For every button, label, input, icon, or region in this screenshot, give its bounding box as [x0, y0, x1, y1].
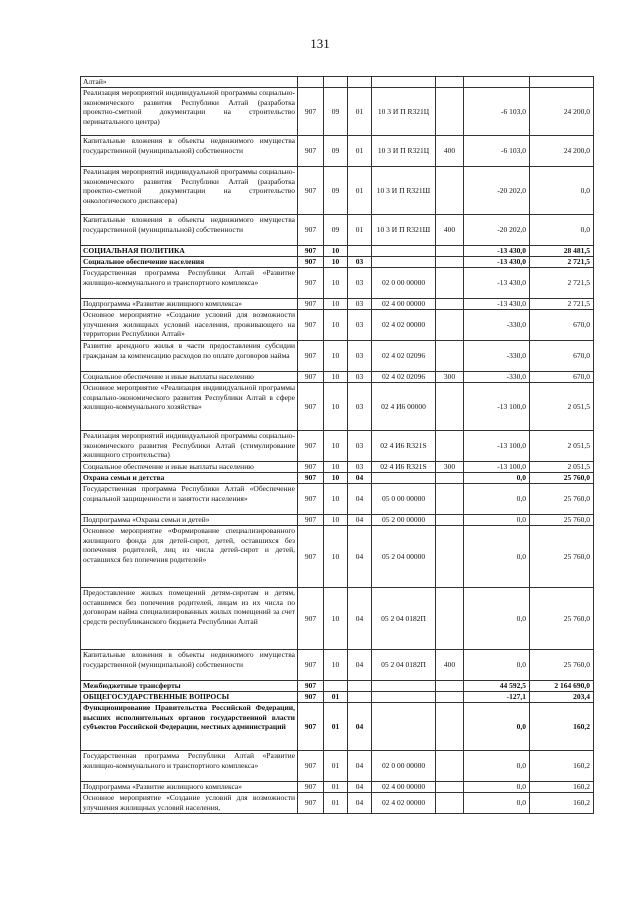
- table-row: [81, 782, 594, 793]
- row-csr-cell: 10 3 И П R321Ш: [372, 215, 436, 246]
- row-csr-cell: [372, 692, 436, 703]
- row-total-cell: 0,0: [530, 215, 594, 246]
- row-rz-cell: 10: [324, 484, 348, 515]
- row-change-cell: -127,1: [464, 692, 530, 703]
- row-gr-cell: 907: [298, 372, 324, 383]
- row-pr-cell: 03: [348, 372, 372, 383]
- row-name-cell: Капитальные вложения в объекты недвижимого имущества государственной (муниципальной) собственности: [81, 650, 298, 681]
- row-csr-cell: 02 4 02 02096: [372, 341, 436, 372]
- row-gr-cell: 907: [298, 268, 324, 299]
- row-change-cell: 0,0: [464, 782, 530, 793]
- row-total-cell: 670,0: [530, 341, 594, 372]
- row-pr-cell: 01: [348, 215, 372, 246]
- row-vr-cell: [436, 246, 464, 257]
- row-vr-cell: 400: [436, 215, 464, 246]
- row-csr-cell: 02 4 02 00000: [372, 310, 436, 341]
- row-name-cell: Охрана семьи и детства: [81, 473, 298, 484]
- row-rz-cell: 10: [324, 431, 348, 462]
- row-change-cell: 0,0: [464, 484, 530, 515]
- row-name-cell: Реализация мероприятий индивидуальной программы социально-экономического развития Республики Алтай (разработка проектно-сметной документации на строительство перинатального центра): [81, 88, 298, 136]
- row-change-cell: -330,0: [464, 310, 530, 341]
- row-name-cell: ОБЩЕГОСУДАРСТВЕННЫЕ ВОПРОСЫ: [81, 692, 298, 703]
- row-vr-cell: 400: [436, 136, 464, 167]
- row-total-cell: [530, 77, 594, 88]
- row-pr-cell: [348, 77, 372, 88]
- row-rz-cell: 10: [324, 383, 348, 431]
- row-name-cell: Социальное обеспечение и иные выплаты населению: [81, 462, 298, 473]
- row-vr-cell: [436, 526, 464, 588]
- table-row: [81, 692, 594, 703]
- row-name-cell: Основное мероприятие «Формирование специализированного жилищного фонда для детей-сирот, детей, оставшихся без попечения родителей, лиц из числа детей-сирот и детей, оставшихся без попечения родителей»: [81, 526, 298, 588]
- row-vr-cell: 400: [436, 650, 464, 681]
- table-row: [81, 484, 594, 515]
- row-total-cell: 2 721,5: [530, 268, 594, 299]
- row-total-cell: 160,2: [530, 751, 594, 782]
- table-row: [81, 431, 594, 462]
- row-change-cell: 0,0: [464, 588, 530, 650]
- table-row: [81, 588, 594, 650]
- row-rz-cell: [324, 77, 348, 88]
- table-row: [81, 793, 594, 814]
- row-gr-cell: 907: [298, 462, 324, 473]
- row-vr-cell: [436, 77, 464, 88]
- row-rz-cell: 10: [324, 650, 348, 681]
- row-change-cell: -330,0: [464, 341, 530, 372]
- row-rz-cell: 10: [324, 341, 348, 372]
- row-total-cell: 160,2: [530, 782, 594, 793]
- row-pr-cell: [348, 246, 372, 257]
- row-change-cell: -20 202,0: [464, 167, 530, 215]
- row-vr-cell: [436, 431, 464, 462]
- row-csr-cell: 02 0 00 00000: [372, 268, 436, 299]
- table-row: [81, 526, 594, 588]
- table-row: [81, 136, 594, 167]
- row-rz-cell: 10: [324, 588, 348, 650]
- row-total-cell: 2 721,5: [530, 257, 594, 268]
- row-total-cell: 2 164 690,0: [530, 681, 594, 692]
- row-csr-cell: 02 0 00 00000: [372, 751, 436, 782]
- row-rz-cell: 01: [324, 793, 348, 814]
- row-name-cell: Основное мероприятие «Создание условий для возможности улучшения жилищных условий населения,: [81, 793, 298, 814]
- row-gr-cell: 907: [298, 526, 324, 588]
- row-vr-cell: [436, 473, 464, 484]
- row-rz-cell: 09: [324, 167, 348, 215]
- row-vr-cell: [436, 257, 464, 268]
- row-rz-cell: 10: [324, 310, 348, 341]
- row-change-cell: 0,0: [464, 751, 530, 782]
- row-total-cell: 24 200,0: [530, 136, 594, 167]
- table-row: [81, 215, 594, 246]
- row-gr-cell: 907: [298, 751, 324, 782]
- row-total-cell: 25 760,0: [530, 473, 594, 484]
- row-total-cell: 25 760,0: [530, 650, 594, 681]
- row-rz-cell: 09: [324, 136, 348, 167]
- row-vr-cell: [436, 88, 464, 136]
- row-pr-cell: [348, 681, 372, 692]
- row-change-cell: -13 430,0: [464, 257, 530, 268]
- row-name-cell: Основное мероприятие «Реализация индивидуальной программы социально-экономического развития Республики Алтай в сфере жилищно-коммунального хозяйства»: [81, 383, 298, 431]
- row-name-cell: Капитальные вложения в объекты недвижимого имущества государственной (муниципальной) собственности: [81, 215, 298, 246]
- row-pr-cell: 03: [348, 431, 372, 462]
- row-total-cell: 24 200,0: [530, 88, 594, 136]
- row-change-cell: -13 100,0: [464, 462, 530, 473]
- row-vr-cell: [436, 310, 464, 341]
- row-csr-cell: [372, 77, 436, 88]
- table-row: [81, 515, 594, 526]
- row-change-cell: 44 592,5: [464, 681, 530, 692]
- row-vr-cell: 300: [436, 372, 464, 383]
- row-name-cell: Функционирование Правительства Российской Федерации, высших исполнительных органов государственной власти субъектов Российской Федерации, местных администраций: [81, 703, 298, 751]
- row-gr-cell: 907: [298, 692, 324, 703]
- row-vr-cell: [436, 681, 464, 692]
- row-pr-cell: 04: [348, 650, 372, 681]
- table-row: [81, 88, 594, 136]
- row-csr-cell: 02 4 02 00000: [372, 793, 436, 814]
- row-pr-cell: 04: [348, 473, 372, 484]
- row-name-cell: Социальное обеспечение населения: [81, 257, 298, 268]
- row-pr-cell: 01: [348, 88, 372, 136]
- row-csr-cell: [372, 257, 436, 268]
- table-row: [81, 681, 594, 692]
- row-pr-cell: 04: [348, 515, 372, 526]
- row-change-cell: -13 430,0: [464, 268, 530, 299]
- row-pr-cell: 03: [348, 257, 372, 268]
- row-change-cell: [464, 77, 530, 88]
- row-gr-cell: 907: [298, 257, 324, 268]
- row-vr-cell: [436, 588, 464, 650]
- row-pr-cell: 01: [348, 136, 372, 167]
- table-row: [81, 310, 594, 341]
- row-csr-cell: [372, 473, 436, 484]
- row-gr-cell: 907: [298, 136, 324, 167]
- row-change-cell: 0,0: [464, 650, 530, 681]
- row-name-cell: Алтай»: [81, 77, 298, 88]
- table-row: [81, 473, 594, 484]
- row-vr-cell: [436, 383, 464, 431]
- row-total-cell: 160,2: [530, 793, 594, 814]
- row-rz-cell: 10: [324, 299, 348, 310]
- row-vr-cell: [436, 515, 464, 526]
- row-pr-cell: 03: [348, 383, 372, 431]
- row-total-cell: 670,0: [530, 372, 594, 383]
- row-csr-cell: 05 2 04 0182П: [372, 650, 436, 681]
- row-name-cell: Государственная программа Республики Алтай «Развитие жилищно-коммунального и транспортного комплекса»: [81, 751, 298, 782]
- row-total-cell: 25 760,0: [530, 526, 594, 588]
- row-rz-cell: 10: [324, 268, 348, 299]
- row-rz-cell: 01: [324, 751, 348, 782]
- table-row: [81, 462, 594, 473]
- row-total-cell: 25 760,0: [530, 484, 594, 515]
- row-gr-cell: 907: [298, 515, 324, 526]
- row-vr-cell: [436, 692, 464, 703]
- row-vr-cell: 300: [436, 462, 464, 473]
- row-rz-cell: [324, 681, 348, 692]
- row-pr-cell: 04: [348, 793, 372, 814]
- row-vr-cell: [436, 793, 464, 814]
- row-change-cell: -6 103,0: [464, 136, 530, 167]
- table-row: [81, 703, 594, 751]
- row-vr-cell: [436, 167, 464, 215]
- row-pr-cell: 03: [348, 341, 372, 372]
- row-rz-cell: 10: [324, 526, 348, 588]
- row-csr-cell: 02 4 И6 00000: [372, 383, 436, 431]
- row-csr-cell: 10 3 И П R321Ц: [372, 136, 436, 167]
- row-pr-cell: 03: [348, 462, 372, 473]
- row-csr-cell: 05 2 04 0182П: [372, 588, 436, 650]
- row-name-cell: Социальное обеспечение и иные выплаты населению: [81, 372, 298, 383]
- row-gr-cell: 907: [298, 484, 324, 515]
- row-csr-cell: 02 4 00 00000: [372, 299, 436, 310]
- row-name-cell: Подпрограмма «Развитие жилищного комплекса»: [81, 299, 298, 310]
- row-name-cell: Реализация мероприятий индивидуальной программы социально-экономического развития Республики Алтай (стимулирование жилищного строительства): [81, 431, 298, 462]
- row-total-cell: 2 721,5: [530, 299, 594, 310]
- row-gr-cell: 907: [298, 88, 324, 136]
- row-gr-cell: 907: [298, 782, 324, 793]
- table-row: [81, 751, 594, 782]
- row-csr-cell: 02 4 02 02096: [372, 372, 436, 383]
- row-pr-cell: 01: [348, 167, 372, 215]
- row-gr-cell: 907: [298, 167, 324, 215]
- row-change-cell: -13 430,0: [464, 246, 530, 257]
- row-name-cell: Развитие арендного жилья в части предоставления субсидии гражданам за компенсацию расходов по оплате договоров найма: [81, 341, 298, 372]
- row-rz-cell: 01: [324, 782, 348, 793]
- row-csr-cell: [372, 246, 436, 257]
- table-row: [81, 167, 594, 215]
- row-gr-cell: 907: [298, 341, 324, 372]
- row-gr-cell: 907: [298, 681, 324, 692]
- row-pr-cell: 03: [348, 299, 372, 310]
- row-total-cell: 25 760,0: [530, 588, 594, 650]
- row-csr-cell: 02 4 И6 R321S: [372, 431, 436, 462]
- row-name-cell: Подпрограмма «Охрана семьи и детей»: [81, 515, 298, 526]
- row-rz-cell: 01: [324, 692, 348, 703]
- row-total-cell: 203,4: [530, 692, 594, 703]
- row-csr-cell: 10 3 И П R321Ц: [372, 88, 436, 136]
- row-name-cell: СОЦИАЛЬНАЯ ПОЛИТИКА: [81, 246, 298, 257]
- row-gr-cell: 907: [298, 650, 324, 681]
- row-change-cell: -20 202,0: [464, 215, 530, 246]
- row-pr-cell: 04: [348, 484, 372, 515]
- row-pr-cell: 03: [348, 310, 372, 341]
- row-vr-cell: [436, 484, 464, 515]
- row-vr-cell: [436, 299, 464, 310]
- row-gr-cell: 907: [298, 310, 324, 341]
- row-vr-cell: [436, 268, 464, 299]
- row-rz-cell: 10: [324, 246, 348, 257]
- row-change-cell: 0,0: [464, 473, 530, 484]
- row-change-cell: -13 100,0: [464, 383, 530, 431]
- row-name-cell: Межбюджетные трансферты: [81, 681, 298, 692]
- row-change-cell: -13 430,0: [464, 299, 530, 310]
- row-pr-cell: 03: [348, 268, 372, 299]
- row-change-cell: 0,0: [464, 515, 530, 526]
- row-total-cell: 25 760,0: [530, 515, 594, 526]
- row-gr-cell: 907: [298, 793, 324, 814]
- row-gr-cell: 907: [298, 383, 324, 431]
- row-rz-cell: 09: [324, 88, 348, 136]
- row-pr-cell: 04: [348, 751, 372, 782]
- row-gr-cell: 907: [298, 473, 324, 484]
- row-vr-cell: [436, 782, 464, 793]
- row-csr-cell: 05 2 04 00000: [372, 526, 436, 588]
- table-row: [81, 299, 594, 310]
- row-change-cell: 0,0: [464, 526, 530, 588]
- row-pr-cell: 04: [348, 588, 372, 650]
- row-total-cell: 670,0: [530, 310, 594, 341]
- row-change-cell: -330,0: [464, 372, 530, 383]
- row-pr-cell: [348, 692, 372, 703]
- row-name-cell: Основное мероприятие «Создание условий для возможности улучшения жилищных условий населения, проживающего на территории Республики Алтай»: [81, 310, 298, 341]
- row-gr-cell: 907: [298, 246, 324, 257]
- row-rz-cell: 10: [324, 257, 348, 268]
- row-pr-cell: 04: [348, 782, 372, 793]
- row-pr-cell: 04: [348, 526, 372, 588]
- row-rz-cell: 01: [324, 703, 348, 751]
- row-name-cell: Реализация мероприятий индивидуальной программы социально-экономического развития Республики Алтай (разработка проектно-сметной документации на строительство онкологического диспансера): [81, 167, 298, 215]
- row-csr-cell: [372, 681, 436, 692]
- row-vr-cell: [436, 751, 464, 782]
- row-total-cell: 28 481,5: [530, 246, 594, 257]
- row-gr-cell: 907: [298, 703, 324, 751]
- row-total-cell: 2 051,5: [530, 462, 594, 473]
- row-change-cell: 0,0: [464, 793, 530, 814]
- row-gr-cell: [298, 77, 324, 88]
- row-rz-cell: 10: [324, 372, 348, 383]
- row-total-cell: 160,2: [530, 703, 594, 751]
- row-change-cell: -13 100,0: [464, 431, 530, 462]
- table-row: [81, 77, 594, 88]
- row-csr-cell: 05 2 00 00000: [372, 515, 436, 526]
- table-row: [81, 383, 594, 431]
- row-total-cell: 2 051,5: [530, 383, 594, 431]
- row-name-cell: Капитальные вложения в объекты недвижимого имущества государственной (муниципальной) собственности: [81, 136, 298, 167]
- row-csr-cell: 05 0 00 00000: [372, 484, 436, 515]
- row-csr-cell: 10 3 И П R321Ш: [372, 167, 436, 215]
- budget-table-body: [81, 77, 594, 814]
- row-pr-cell: 04: [348, 703, 372, 751]
- table-row: [81, 341, 594, 372]
- row-rz-cell: 09: [324, 215, 348, 246]
- row-total-cell: 0,0: [530, 167, 594, 215]
- row-name-cell: Подпрограмма «Развитие жилищного комплекса»: [81, 782, 298, 793]
- table-row: [81, 372, 594, 383]
- row-vr-cell: [436, 341, 464, 372]
- table-row: [81, 268, 594, 299]
- row-name-cell: Государственная программа Республики Алтай «Обеспечение социальной защищенности и занятости населения»: [81, 484, 298, 515]
- row-name-cell: Предоставление жилых помещений детям-сиротам и детям, оставшимся без попечения родителей, лицам из их числа по договорам найма специализированных жилых помещений за счет средств республиканского бюджета Республики Алтай: [81, 588, 298, 650]
- row-gr-cell: 907: [298, 215, 324, 246]
- row-name-cell: Государственная программа Республики Алтай «Развитие жилищно-коммунального и транспортного комплекса»: [81, 268, 298, 299]
- page-number: 131: [310, 36, 330, 51]
- table-row: [81, 650, 594, 681]
- row-gr-cell: 907: [298, 431, 324, 462]
- row-change-cell: -6 103,0: [464, 88, 530, 136]
- row-csr-cell: 02 4 И6 R321S: [372, 462, 436, 473]
- row-gr-cell: 907: [298, 588, 324, 650]
- table-row: [81, 257, 594, 268]
- row-change-cell: 0,0: [464, 703, 530, 751]
- row-total-cell: 2 051,5: [530, 431, 594, 462]
- row-gr-cell: 907: [298, 299, 324, 310]
- table-row: [81, 246, 594, 257]
- row-vr-cell: [436, 703, 464, 751]
- row-rz-cell: 10: [324, 515, 348, 526]
- row-csr-cell: 02 4 00 00000: [372, 782, 436, 793]
- budget-table: [80, 76, 594, 814]
- row-rz-cell: 10: [324, 462, 348, 473]
- row-csr-cell: [372, 703, 436, 751]
- row-rz-cell: 10: [324, 473, 348, 484]
